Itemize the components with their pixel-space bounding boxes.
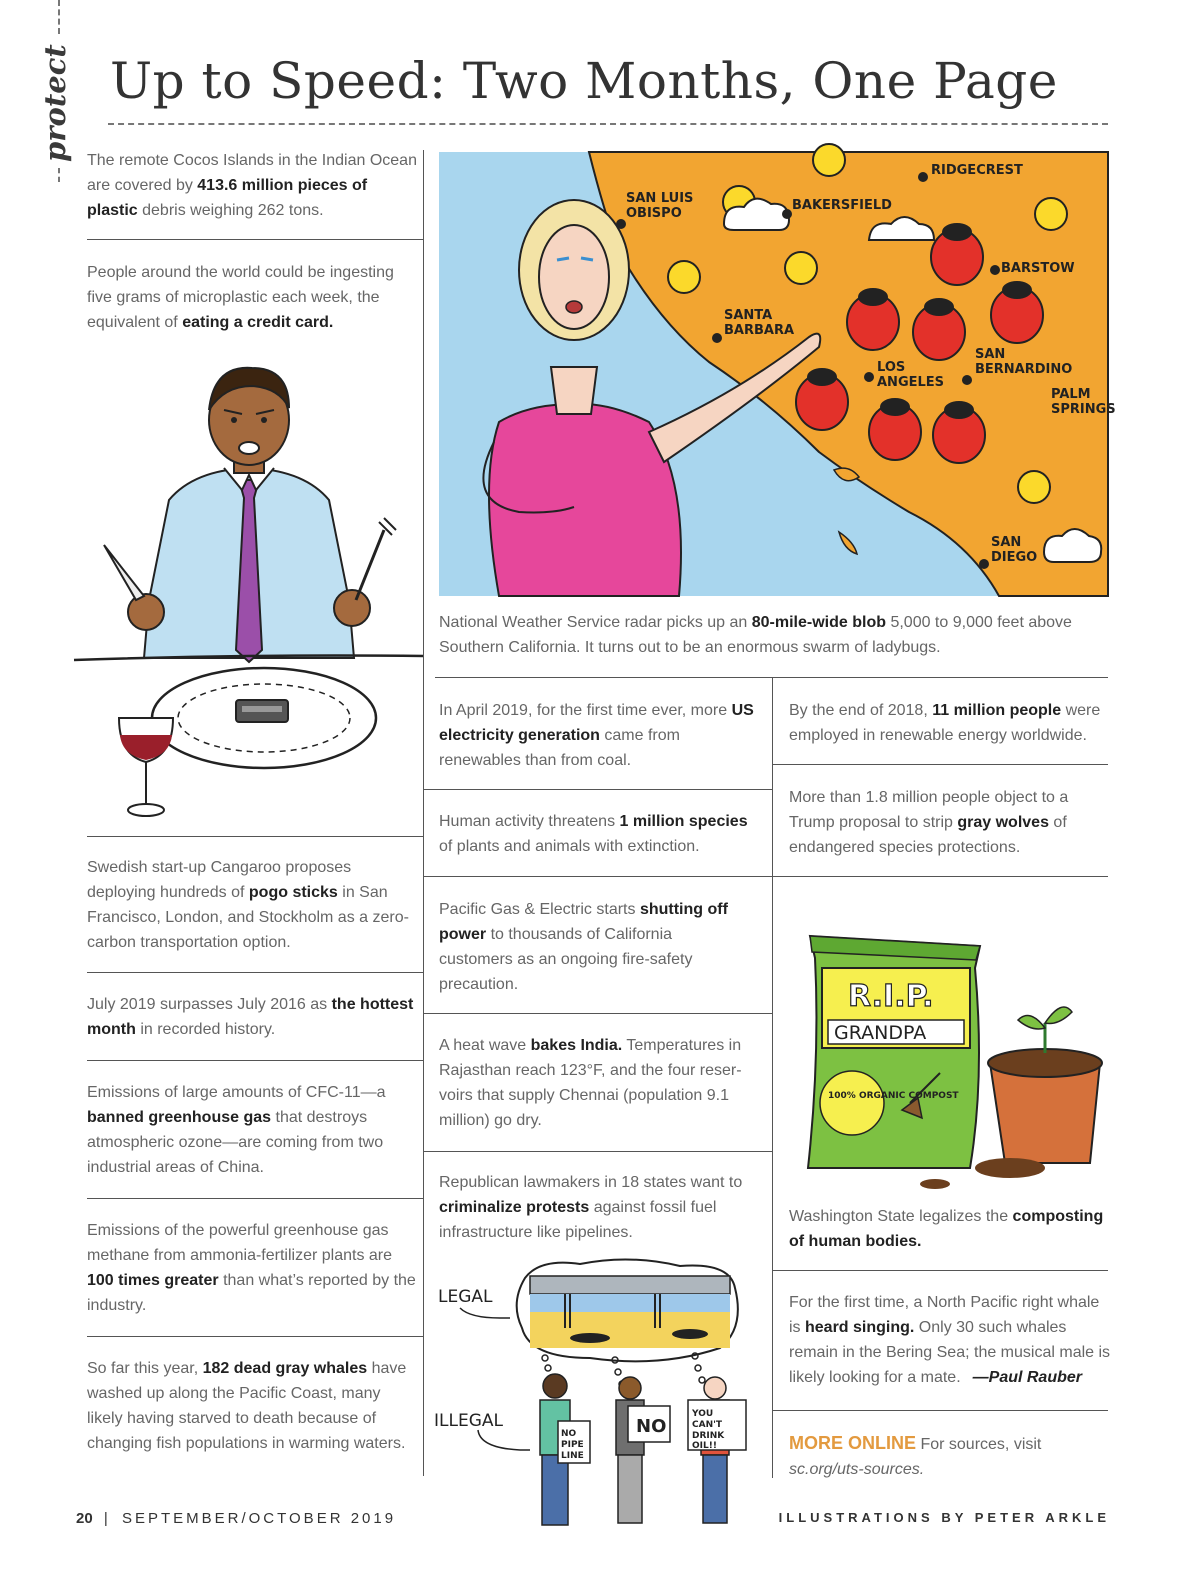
bag-rip-label: R.I.P. — [848, 979, 934, 1014]
item-human-composting: Washington State legalizes the composting of human bodies. — [789, 1208, 1104, 1250]
item-microplastic: People around the world could be ingesting five grams of microplastic each week, the equivalent of eating a credit card. — [87, 264, 394, 331]
item-renewable-jobs: By the end of 2018, 11 million people were employed in renewable energy worldwide. — [789, 702, 1101, 744]
item-gray-whales: So far this year, 182 dead gray whales have washed up along the Pacific Coast, many likely having starved to death because of changing fish populations in warming waters. — [87, 1360, 407, 1452]
divider — [772, 876, 1108, 877]
pipeline-protest-illustration — [430, 1258, 760, 1538]
item-india-heatwave: A heat wave bakes India. Temperatures in Rajasthan reach 123°F, and the four reser-voirs that supply Chennai (population 9.1 million) go dry. — [439, 1037, 742, 1129]
more-online: MORE ONLINE For sources, visit sc.org/uts-sources. — [789, 1433, 1042, 1478]
illegal-label: ILLEGAL — [434, 1411, 503, 1431]
column-divider — [423, 150, 424, 1476]
svg-text:CAN'T: CAN'T — [692, 1420, 722, 1430]
svg-text:LOS: LOS — [877, 360, 906, 375]
divider — [87, 1060, 423, 1061]
divider — [87, 239, 423, 240]
svg-text:DIEGO: DIEGO — [991, 550, 1038, 565]
page-title: Up to Speed: Two Months, One Page — [110, 52, 1058, 110]
bag-badge: 100% ORGANIC COMPOST — [828, 1091, 959, 1101]
item-ladybug-swarm: National Weather Service radar picks up an 80-mile-wide blob 5,000 to 9,000 feet above Southern California. It turns out to be an enormous swarm of ladybugs. — [439, 614, 1072, 656]
svg-text:SAN: SAN — [991, 535, 1022, 550]
svg-text:SAN: SAN — [975, 347, 1006, 362]
title-rule — [108, 123, 1108, 125]
item-renewables: In April 2019, for the first time ever, more US electricity generation came from renewables than from coal. — [439, 702, 754, 769]
ladybug-weather-map-illustration — [439, 152, 1116, 596]
svg-text:BAKERSFIELD: BAKERSFIELD — [792, 198, 892, 213]
svg-text:RIDGECREST: RIDGECREST — [931, 163, 1023, 178]
item-methane: Emissions of the powerful greenhouse gas methane from ammonia-fertilizer plants are 100 times greater than what’s reported by the industry. — [87, 1222, 416, 1314]
svg-text:SAN LUIS: SAN LUIS — [626, 191, 694, 206]
svg-text:OBISPO: OBISPO — [626, 206, 682, 221]
svg-text:BERNARDINO: BERNARDINO — [975, 362, 1073, 377]
column-divider — [772, 678, 773, 1478]
svg-text:SANTA: SANTA — [724, 308, 773, 323]
issue-date: SEPTEMBER/OCTOBER 2019 — [121, 1510, 397, 1527]
svg-text:YOU: YOU — [692, 1409, 714, 1419]
divider — [87, 1198, 423, 1199]
section-dash-bottom — [58, 168, 60, 182]
illustration-credit: ILLUSTRATIONS BY PETER ARKLE — [778, 1510, 1110, 1525]
divider — [424, 1013, 772, 1014]
author-credit: —Paul Rauber — [972, 1369, 1082, 1386]
svg-text:OIL!!: OIL!! — [692, 1441, 717, 1451]
item-pogo-sticks: Swedish start-up Cangaroo proposes deploying hundreds of pogo sticks in San Francisco, London, and Stockholm as a zero-carbon transportation option. — [87, 859, 409, 951]
svg-text:DRINK: DRINK — [692, 1431, 725, 1441]
svg-text:PIPE: PIPE — [561, 1440, 584, 1450]
divider — [424, 1151, 772, 1152]
divider — [424, 876, 772, 877]
item-gray-wolves: More than 1.8 million people object to a Trump proposal to strip gray wolves of endangered species protections. — [789, 789, 1069, 856]
svg-text:NO: NO — [636, 1416, 667, 1437]
svg-text:NO: NO — [561, 1429, 577, 1439]
svg-text:PALM: PALM — [1051, 387, 1091, 402]
section-tag-label: protect — [38, 44, 72, 162]
footer-issue: 20 | SEPTEMBER/OCTOBER 2019 — [76, 1510, 397, 1527]
svg-text:BARBARA: BARBARA — [724, 323, 795, 338]
section-dash-top — [58, 0, 60, 34]
divider — [772, 1270, 1108, 1271]
more-online-label: MORE ONLINE — [789, 1433, 917, 1453]
item-cocos: The remote Cocos Islands in the Indian Ocean are covered by 413.6 million pieces of plastic debris weighing 262 tons. — [87, 152, 417, 219]
section-tag — [38, 42, 78, 172]
legal-label: LEGAL — [438, 1287, 493, 1307]
svg-text:BARSTOW: BARSTOW — [1001, 261, 1075, 276]
svg-text:LINE: LINE — [561, 1451, 584, 1461]
item-cfc-11: Emissions of large amounts of CFC-11—a banned greenhouse gas that destroys atmospheric ozone—are coming from two industrial areas of China. — [87, 1084, 386, 1176]
item-hottest-month: July 2019 surpasses July 2016 as the hottest month in recorded history. — [87, 996, 414, 1038]
item-pge-shutoff: Pacific Gas & Electric starts shutting off power to thousands of California customers as an ongoing fire-safety precaution. — [439, 901, 728, 993]
divider — [87, 972, 423, 973]
page-number: 20 — [76, 1510, 93, 1527]
item-species: Human activity threatens 1 million species of plants and animals with extinction. — [439, 813, 748, 855]
more-online-link[interactable]: sc.org/uts-sources. — [789, 1461, 925, 1478]
bag-grandpa-label: GRANDPA — [834, 1022, 927, 1044]
divider — [772, 1410, 1108, 1411]
item-right-whale: For the first time, a North Pacific right whale is heard singing. Only 30 such whales remain in the Bering Sea; the musical male is likely looking for a mate. —Paul Rauber — [789, 1294, 1111, 1386]
svg-text:SPRINGS: SPRINGS — [1051, 402, 1116, 417]
divider — [772, 764, 1108, 765]
divider — [87, 1336, 423, 1337]
compost-bag-illustration — [800, 928, 1100, 1193]
credit-card-meal-illustration — [74, 350, 424, 830]
svg-text:ANGELES: ANGELES — [877, 375, 945, 390]
divider — [87, 836, 423, 837]
item-protests: Republican lawmakers in 18 states want to criminalize protests against fossil fuel infrastructure like pipelines. — [439, 1174, 743, 1241]
divider — [424, 789, 772, 790]
